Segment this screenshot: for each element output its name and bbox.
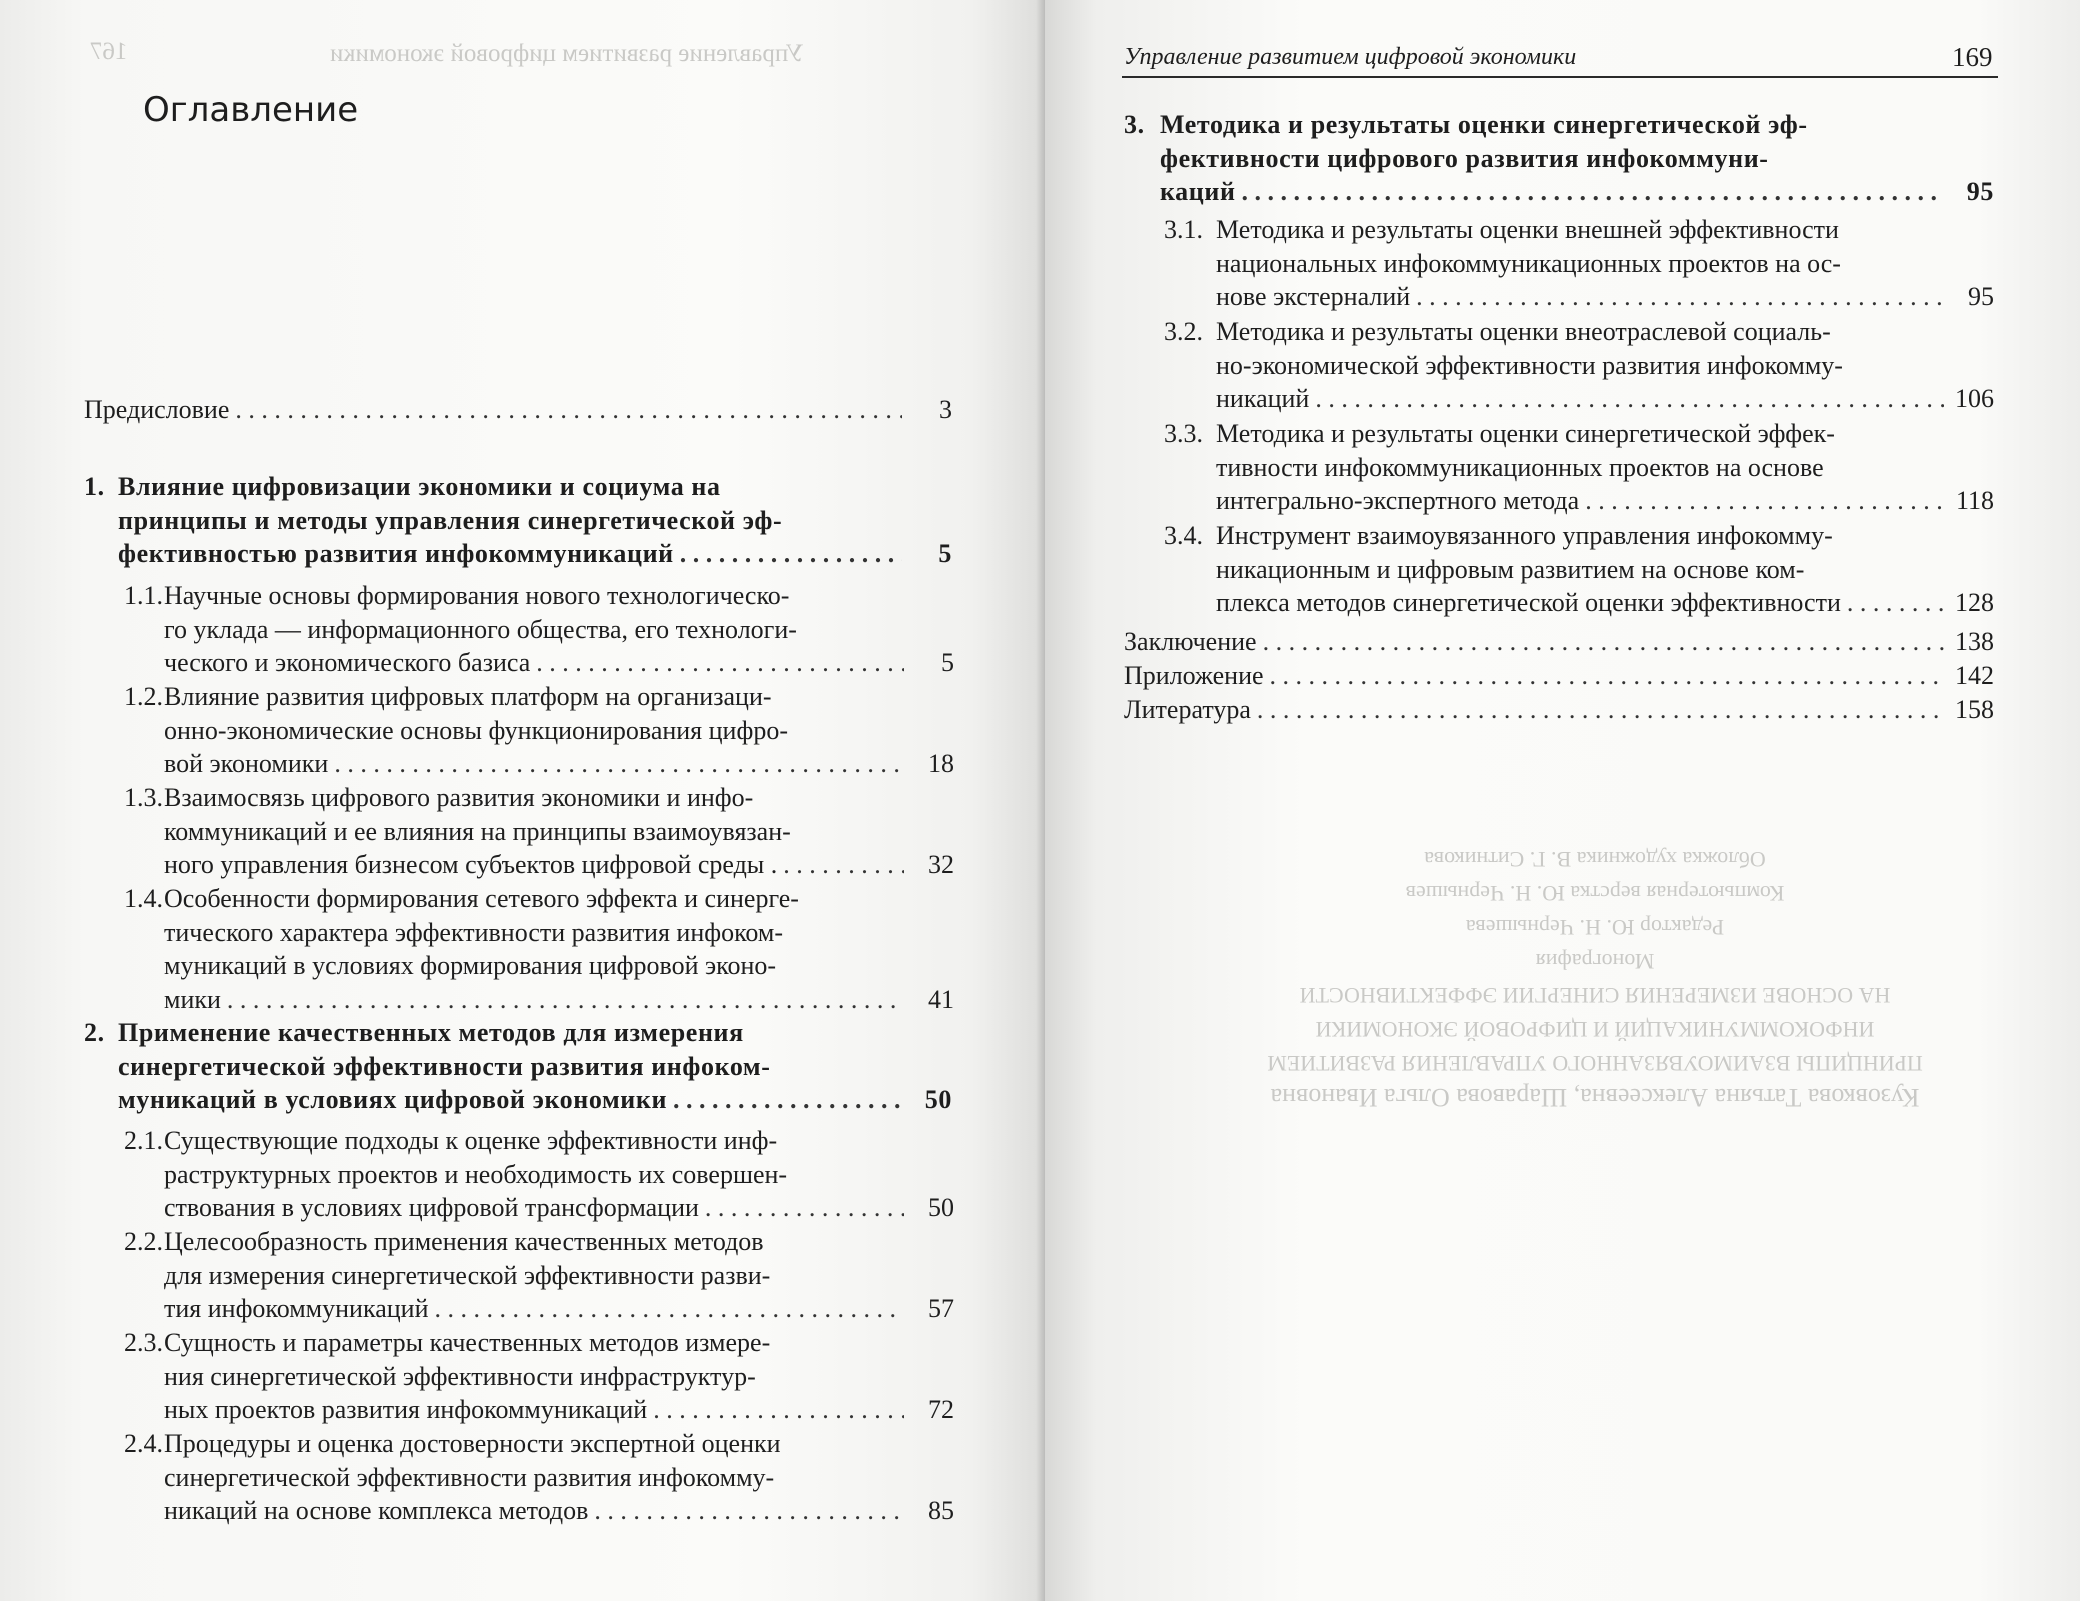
leader-dots (334, 747, 904, 781)
toc-entry-line: для измерения синергетической эффективности разви- (164, 1260, 771, 1290)
toc-entry-number: 1.3. (124, 783, 163, 812)
toc-entry-line: но-экономической эффективности развития инфокомму- (1216, 350, 1843, 380)
toc-entry-line: нове экстерналий (1216, 282, 1411, 311)
toc-entry-line: синергетической эффективности развития инфокомму- (164, 1462, 775, 1492)
toc-entry-line: Целесообразность применения качественных методов (164, 1227, 764, 1256)
toc-entry-line: фективностью развития инфокоммуникаций (118, 539, 674, 568)
toc-entry-number: 1.2. (124, 682, 163, 711)
toc-back-matter-2[interactable] (1124, 659, 1994, 693)
toc-page-number: 138 (1955, 627, 1994, 656)
toc-page-number: 142 (1955, 661, 1994, 690)
toc-page-number: 85 (928, 1496, 954, 1525)
running-header-page-number: 169 (1952, 42, 1993, 72)
toc-entry-line: никационным и цифровым развитием на основе ком- (1216, 554, 1805, 584)
toc-page-number: 118 (1955, 486, 1994, 515)
toc-back-matter-3[interactable] (1124, 693, 1994, 727)
toc-entry-line: Приложение (1124, 661, 1264, 690)
leader-dots (227, 983, 904, 1017)
leader-dots (1315, 382, 1944, 416)
toc-entry-line: Сущность и параметры качественных методов измере- (164, 1328, 771, 1357)
toc-entry-line: Влияние развития цифровых платформ на организаци- (164, 682, 772, 711)
toc-entry-line: ных проектов развития инфокоммуникаций (164, 1395, 648, 1424)
toc-entry-line: интегрально-экспертного метода (1216, 486, 1580, 515)
leader-dots (783, 848, 904, 882)
toc-entry-number: 3.4. (1164, 521, 1203, 550)
toc-entry-line: коммуникаций и ее влияния на принципы взаимоувязан- (164, 816, 791, 846)
bleed-through-colophon: Кузовкова Татьяна Алексеевна, Шаравова Ольга Ивановна ПРИНЦИПЫ ВЗАИМОУВЯЗАННОГО УПРАВЛЕНИЯ РАЗВИТИЕМ ИНФОКОММУНИКАЦИЙ И ЦИФРОВОЙ ЭКОНОМИКИ НА ОСНОВЕ ИЗМЕРЕНИЯ СИНЕРГИИ ЭФФЕКТИВНОСТИ Монография Редактор Ю. Н. Чернышева Компьютерная верстка Ю. Н. Чернышев Обложка художника В. Г. Ситникова (1267, 847, 1923, 1112)
toc-page-number: 95 (1966, 177, 1994, 206)
toc-chapter-1[interactable] (84, 470, 952, 571)
toc-section-3-1[interactable] (1164, 213, 1994, 314)
toc-entry-line: тического характера эффективности развития инфоком- (164, 917, 784, 947)
toc-entry-number: 3.2. (1164, 317, 1203, 346)
toc-entry-line: ния синергетической эффективности инфраструктур- (164, 1361, 756, 1391)
toc-entry-line: Влияние цифровизации экономики и социума на (118, 472, 721, 501)
toc-preface[interactable] (84, 393, 952, 427)
toc-entry-number: 2.1. (124, 1126, 163, 1155)
toc-entry-line: фективности цифрового развития инфокоммуни- (1160, 143, 1769, 173)
toc-section-2-1[interactable] (124, 1124, 954, 1225)
toc-page-number: 5 (938, 539, 952, 568)
toc-entry-line: каций (1160, 177, 1236, 206)
toc-section-1-1[interactable] (124, 579, 954, 680)
toc-page-number: 32 (928, 850, 954, 879)
toc-section-1-4[interactable] (124, 882, 954, 1016)
toc-entry-line: Литература (1124, 695, 1251, 724)
leader-dots (1585, 484, 1944, 518)
bleed-through-header: Управление развитием цифровой экономики (330, 40, 804, 67)
toc-back-matter-1[interactable] (1124, 625, 1994, 659)
toc-entry-line: Применение качественных методов для измерения (118, 1018, 744, 1047)
toc-entry-number: 2.3. (124, 1328, 163, 1357)
toc-entry-line: Методика и результаты оценки синергетической эффек- (1216, 419, 1835, 448)
toc-entry-number: 3. (1124, 110, 1145, 139)
leader-dots (1270, 659, 1944, 693)
toc-entry-line: Взаимосвязь цифрового развития экономики и инфо- (164, 783, 754, 812)
toc-entry-number: 1. (84, 472, 105, 501)
toc-entry-line: никаций (1216, 384, 1310, 413)
toc-entry-line: синергетической эффективности развития инфоком- (118, 1051, 771, 1081)
toc-entry-line: Методика и результаты оценки синергетической эф- (1160, 110, 1808, 139)
toc-section-3-4[interactable] (1164, 519, 1994, 620)
leader-dots (594, 1494, 904, 1528)
toc-page-number: 50 (924, 1085, 952, 1114)
toc-entry-line: онно-экономические основы функционирования цифро- (164, 715, 788, 745)
toc-page-number: 5 (941, 648, 954, 677)
toc-entry-line: принципы и методы управления синергетической эф- (118, 505, 783, 535)
toc-entry-line: муникаций в условиях цифровой экономики (118, 1085, 668, 1114)
toc-page-number: 3 (939, 395, 952, 424)
toc-section-2-3[interactable] (124, 1326, 954, 1427)
toc-entry-number: 2. (84, 1018, 105, 1047)
toc-entry-line: Особенности формирования сетевого эффекта и синерге- (164, 884, 799, 913)
toc-entry-number: 2.2. (124, 1227, 163, 1256)
toc-entry-number: 1.1. (124, 581, 163, 610)
toc-entry-line: муникаций в условиях формирования цифровой эконо- (164, 951, 777, 980)
toc-entry-number: 1.4. (124, 884, 163, 913)
header-rule (1122, 76, 1998, 78)
toc-entry-line: никаций на основе комплекса методов (164, 1496, 589, 1525)
toc-entry-line: тивности инфокоммуникационных проектов на основе (1216, 452, 1824, 482)
toc-section-1-3[interactable] (124, 781, 954, 882)
leader-dots (673, 1083, 902, 1117)
toc-page-number: 41 (928, 984, 954, 1014)
toc-entry-line: национальных инфокоммуникационных проектов на ос- (1216, 248, 1841, 278)
toc-section-3-3[interactable] (1164, 417, 1994, 518)
toc-page-number: 18 (928, 749, 954, 778)
leader-dots (1416, 280, 1944, 314)
leader-dots (653, 1393, 904, 1427)
leader-dots (1257, 693, 1944, 727)
toc-entry-line: Заключение (1124, 627, 1257, 656)
toc-entry-line: Существующие подходы к оценке эффективности инф- (164, 1126, 778, 1155)
toc-chapter-3[interactable] (1124, 108, 1994, 209)
toc-entry-line: Научные основы формирования нового технологическо- (164, 581, 790, 610)
toc-page-number: 72 (928, 1395, 954, 1424)
toc-section-2-2[interactable] (124, 1225, 954, 1326)
running-header-title: Управление развитием цифровой экономики (1124, 44, 1577, 70)
toc-entry-number: 2.4. (124, 1429, 163, 1458)
toc-entry-number: 3.3. (1164, 419, 1203, 448)
toc-page-number: 57 (928, 1294, 954, 1323)
toc-section-3-2[interactable] (1164, 315, 1994, 416)
toc-entry-line: тия инфокоммуникаций (164, 1294, 429, 1323)
toc-page-number: 50 (928, 1193, 954, 1222)
toc-page-number: 128 (1955, 588, 1994, 617)
toc-entry-number: 3.1. (1164, 215, 1203, 244)
leader-dots (1242, 175, 1944, 209)
leader-dots (1263, 625, 1944, 659)
toc-preface-label: Предисловие (84, 395, 230, 424)
leader-dots (680, 537, 902, 571)
toc-entry-line: плекса методов синергетической оценки эффективности (1216, 588, 1841, 617)
leader-dots (1847, 586, 1944, 620)
toc-entry-line: Процедуры и оценка достоверности экспертной оценки (164, 1429, 781, 1458)
toc-entry-line: раструктурных проектов и необходимость их совершен- (164, 1159, 788, 1189)
toc-page-number: 106 (1955, 384, 1994, 413)
toc-entry-line: Методика и результаты оценки внешней эффективности (1216, 215, 1839, 244)
leader-dots (536, 646, 904, 680)
toc-title: Оглавление (143, 90, 359, 130)
toc-section-1-2[interactable] (124, 680, 954, 781)
toc-entry-line: Методика и результаты оценки внеотраслевой социаль- (1216, 317, 1831, 346)
leader-dots (705, 1191, 904, 1225)
leader-dots (434, 1292, 904, 1326)
toc-entry-line: ческого и экономического базиса (164, 648, 531, 677)
leader-dots (235, 393, 902, 427)
toc-entry-line: вой экономики (164, 749, 329, 778)
toc-page-number: 158 (1955, 695, 1994, 724)
toc-section-2-4[interactable] (124, 1427, 954, 1528)
bleed-through-page-number: 167 (90, 38, 128, 65)
toc-page-number: 95 (1968, 282, 1994, 311)
toc-entry-line: ствования в условиях цифровой трансформации (164, 1193, 699, 1222)
toc-entry-line: ного управления бизнесом субъектов цифровой среды . (164, 850, 778, 879)
toc-chapter-2[interactable] (84, 1016, 952, 1117)
toc-entry-line: Инструмент взаимоувязанного управления инфокомму- (1216, 521, 1833, 550)
toc-entry-line: го уклада — информационного общества, его технологи- (164, 614, 797, 644)
toc-entry-line: мики (164, 984, 221, 1014)
